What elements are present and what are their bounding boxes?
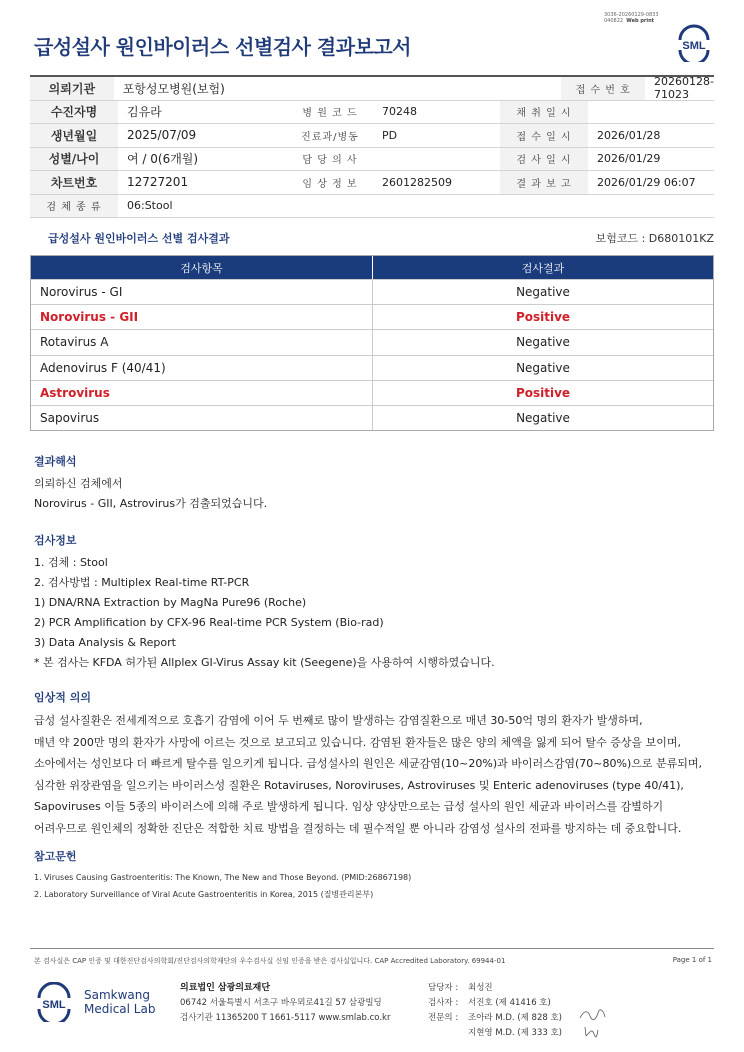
value-clinical-info: 2601282509 [382,175,452,189]
test-item: Norovirus - GI [31,280,373,304]
brand-name [84,988,155,1016]
brand-line: Samkwang [84,988,150,1002]
value-test-date: 2026/01/29 [597,152,661,166]
staff-row [428,1011,562,1026]
staff-row [428,996,562,1011]
interpretation-text: Norovirus - GII, Astrovirus가 검출되었습니다. [34,497,268,510]
clinical-section [34,690,702,840]
test-result: Positive [515,385,571,400]
label-test-date: 검 사 일 시 [500,148,588,171]
sml-logo-icon [674,24,714,62]
staff-role [428,1026,468,1041]
staff-role: 전문의 : [428,1013,459,1023]
label-patient-name: 수진자명 [30,101,118,124]
table-row [31,405,713,430]
test-item: Rotavirus A [31,330,373,354]
test-info-line: 1. 검체 : Stool [34,556,108,569]
label-report-date: 결 과 보 고 [500,171,588,194]
results-section-title: 급성설사 원인바이러스 선별 검사결과 [48,232,230,245]
references-title: 참고문헌 [34,850,77,863]
results-table [30,255,714,431]
table-row [31,380,713,405]
value-department: PD [382,128,398,142]
reference-item: 2. Laboratory Surveillance of Viral Acute Gastroenteritis in Korea, 2015 (질병관리본부) [34,890,374,899]
samkwang-logo-icon [34,982,74,1022]
test-result: Negative [516,285,570,300]
info-row [30,101,714,125]
staff-name: 지현영 M.D. (제 333 호) [468,1028,563,1038]
test-item: Norovirus - GII [31,305,373,329]
organization-info [180,981,390,1026]
label-received-date: 접 수 일 시 [500,124,588,147]
test-info-title: 검사정보 [34,534,77,547]
staff-role: 담당자 : [428,983,459,993]
staff-name: 서진호 (제 41416 호) [468,998,551,1008]
info-row [30,171,714,195]
value-hospital-code: 70248 [382,105,417,119]
value-institution: 포항성모병원(보험) [122,81,225,96]
test-result: Positive [515,310,571,325]
value-patient-name: 김유라 [127,105,162,120]
clinical-line: Sapoviruses 이들 5종의 바이러스에 의해 주로 발생하게 됩니다. 임상 양상만으로는 급성 설사의 원인 세균과 바이러스를 감별하기 [34,800,664,814]
column-header-item: 검사항목 [31,256,373,279]
test-info-line: 1) DNA/RNA Extraction by MagNa Pure96 (Roche) [34,596,307,609]
references-section [34,849,411,903]
label-institution: 의뢰기관 [30,77,114,100]
table-row [31,355,713,380]
page-title: 급성설사 원인바이러스 선별검사 결과보고서 [34,35,411,59]
page-number: Page 1 of 1 [672,956,712,964]
test-info-line: 3) Data Analysis & Report [34,636,176,649]
test-info-line: 2. 검사방법 : Multiplex Real-time RT-PCR [34,576,250,589]
table-row [31,304,713,329]
patient-info-table [30,75,714,218]
value-accession-no: 20260128-71023 [654,75,714,102]
label-specimen-type: 검 체 종 류 [30,195,118,218]
results-table-header [31,256,713,279]
test-item: Astrovirus [31,381,373,405]
report-code: 040822 [604,18,624,24]
staff-name: 최성진 [468,983,493,993]
table-row [31,329,713,354]
label-department: 진료과/병동 [301,131,359,143]
interpretation-title: 결과해석 [34,455,77,468]
value-report-date: 2026/01/29 06:07 [597,175,696,189]
label-sex-age: 성별/나이 [30,148,118,171]
report-meta [604,12,659,24]
staff-row [428,1026,562,1041]
logo-text: SML [42,999,66,1011]
value-birth-date: 2025/07/09 [127,128,197,143]
clinical-line: 어려우므로 원인체의 정확한 진단은 적합한 치료 방법을 결정하는 데 필수적일 뿐 아니라 감염성 설사의 전파를 방지하는 데 중요합니다. [34,821,682,835]
label-birth-date: 생년월일 [30,124,118,147]
web-print-label: Web print [626,18,655,24]
value-chart-no: 12727201 [127,175,189,190]
clinical-line: 매년 약 200만 명의 환자가 사망에 이르는 것으로 보고되고 있습니다. 감염된 환자들은 많은 양의 체액을 잃게 되어 탈수 증상을 보이며, [34,735,681,749]
staff-role: 검사자 : [428,998,459,1008]
label-chart-no: 차트번호 [30,171,118,194]
value-sex-age: 여 / 0(6개월) [127,152,199,167]
value-specimen-type: 06:Stool [127,199,173,213]
test-result: Negative [516,411,570,426]
info-row [30,124,714,148]
label-physician: 담 당 의 사 [302,155,358,167]
label-clinical-info: 임 상 정 보 [302,178,358,190]
label-accession-no: 접 수 번 호 [561,77,645,100]
info-row [30,195,714,219]
clinical-line: 심각한 위장관염을 일으키는 바이러스성 질환은 Rotaviruses, Noroviruses, Astroviruses 및 Enteric adenoviruses (type 40/41), [34,778,684,792]
value-received-date: 2026/01/28 [597,128,661,142]
table-row [31,279,713,304]
info-row [30,77,714,101]
org-name: 의료법인 삼광의료재단 [180,983,271,993]
org-contact: 검사기관 11365200 T 1661-5117 www.smlab.co.kr [180,1013,391,1023]
signature-image [582,1024,600,1038]
reference-item: 1. Viruses Causing Gastroenteritis: The Known, The New and Those Beyond. (PMID:26867198) [34,873,412,882]
report-id: 3036-20260129-0833 [604,12,659,18]
test-info-section [34,533,495,673]
logo-text: SML [682,40,706,52]
clinical-line: 급성 설사질환은 전세계적으로 호흡기 감염에 이어 두 번째로 많이 발생하는 감염질환으로 매년 30-50억 명의 환자가 발생하며, [34,714,643,727]
footer-divider [30,948,714,949]
test-item: Sapovirus [31,406,373,430]
value-physician [374,148,500,171]
test-result: Negative [516,335,570,350]
staff-list [428,981,562,1041]
signature-image [578,1008,606,1022]
clinical-line: 소아에서는 성인보다 더 빠르게 탈수를 일으키게 됩니다. 급성설사의 원인은 세균감염(10~20%)과 바이러스감염(70~80%)으로 분류되며, [34,757,702,771]
test-result: Negative [516,360,570,375]
test-item: Adenovirus F (40/41) [31,356,373,380]
staff-name: 조아라 M.D. (제 828 호) [468,1013,563,1023]
clinical-title: 임상적 의의 [34,691,91,704]
column-header-result: 검사결과 [521,261,565,275]
insurance-code: 보험코드 : D680101KZ [595,232,714,245]
value-collection-date [588,101,714,124]
interpretation-text: 의뢰하신 검체에서 [34,477,123,490]
label-collection-date: 채 취 일 시 [500,101,588,124]
brand-line: Medical Lab [84,1002,156,1016]
interpretation-section [34,454,267,514]
info-row [30,148,714,172]
org-address: 06742 서울특별시 서초구 바우뫼로41길 57 삼광빌딩 [180,998,382,1008]
accreditation-note: 본 검사실은 CAP 인증 및 대한진단검사의학회/진단검사의학재단의 우수검사실 신임 인증을 받은 검사실입니다. CAP Accredited Laboratory. 69944-01 [34,957,506,965]
test-info-line: 2) PCR Amplification by CFX-96 Real-time PCR System (Bio-rad) [34,616,384,629]
staff-row [428,981,562,996]
label-hospital-code: 병 원 코 드 [302,108,358,120]
test-info-line: * 본 검사는 KFDA 허가된 Allplex GI-Virus Assay kit (Seegene)을 사용하여 시행하였습니다. [34,656,495,669]
